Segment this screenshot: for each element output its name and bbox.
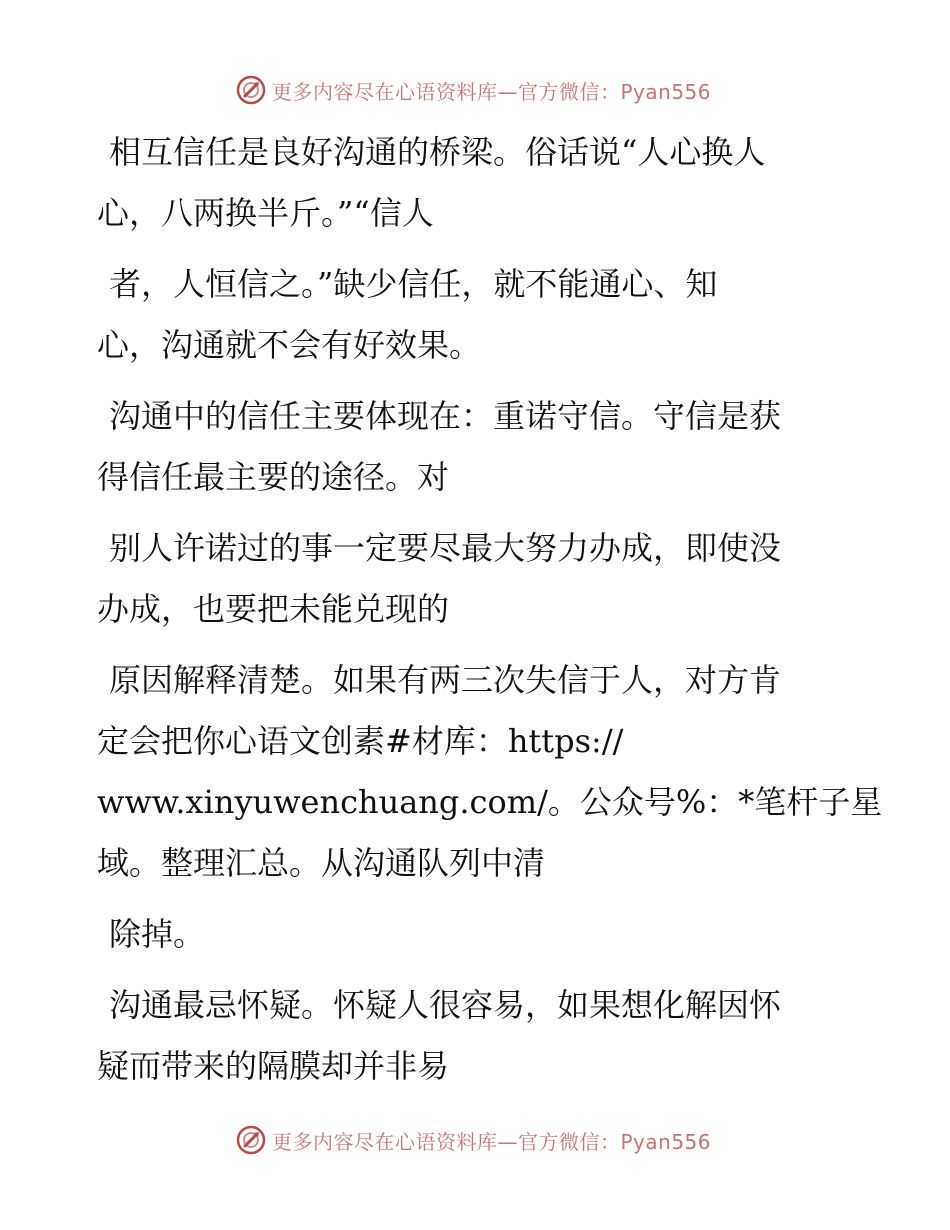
text-line: 得信任最主要的途径。对 — [97, 458, 450, 496]
text-line: 原因解释清楚。如果有两三次失信于人，对方肯 — [109, 661, 782, 699]
text-line: www.xinyuwenchuang.com/。公众号%：*笔杆子星 — [97, 783, 883, 821]
text-line: 定会把你心语文创素#材库：https:// — [97, 722, 624, 760]
text-line: 者，人恒信之。”缺少信任，就不能通心、知 — [109, 265, 718, 303]
paragraph-3 — [97, 386, 857, 508]
text-line: 疑而带来的隔膜却并非易 — [97, 1047, 450, 1085]
footer-banner-text: 更多内容尽在心语资料库—官方微信：Pyan556 — [272, 1129, 712, 1154]
paragraph-7 — [97, 975, 857, 1097]
paragraph-4 — [97, 518, 857, 640]
text-line: 办成，也要把未能兑现的 — [97, 590, 450, 628]
paragraph-5 — [97, 650, 883, 894]
brand-logo-icon — [236, 75, 266, 105]
brand-logo-icon — [236, 1125, 266, 1155]
text-line: 域。整理汇总。从沟通队列中清 — [97, 844, 546, 882]
paragraph-6 — [97, 904, 857, 965]
text-line: 心，八两换半斤。”“信人 — [97, 194, 434, 232]
footer-banner — [0, 1120, 950, 1160]
document-body — [97, 122, 883, 1107]
paragraph-2 — [97, 254, 857, 376]
text-line: 除掉。 — [109, 915, 206, 953]
text-line: 心，沟通就不会有好效果。 — [97, 326, 482, 364]
text-line: 沟通中的信任主要体现在：重诺守信。守信是获 — [109, 397, 782, 435]
header-banner — [0, 70, 950, 110]
text-line: 相互信任是良好沟通的桥梁。俗话说“人心换人 — [109, 133, 766, 171]
paragraph-1 — [97, 122, 857, 244]
text-line: 别人许诺过的事一定要尽最大努力办成，即使没 — [109, 529, 782, 567]
text-line: 沟通最忌怀疑。怀疑人很容易，如果想化解因怀 — [109, 986, 782, 1024]
header-banner-text: 更多内容尽在心语资料库—官方微信：Pyan556 — [272, 79, 712, 104]
